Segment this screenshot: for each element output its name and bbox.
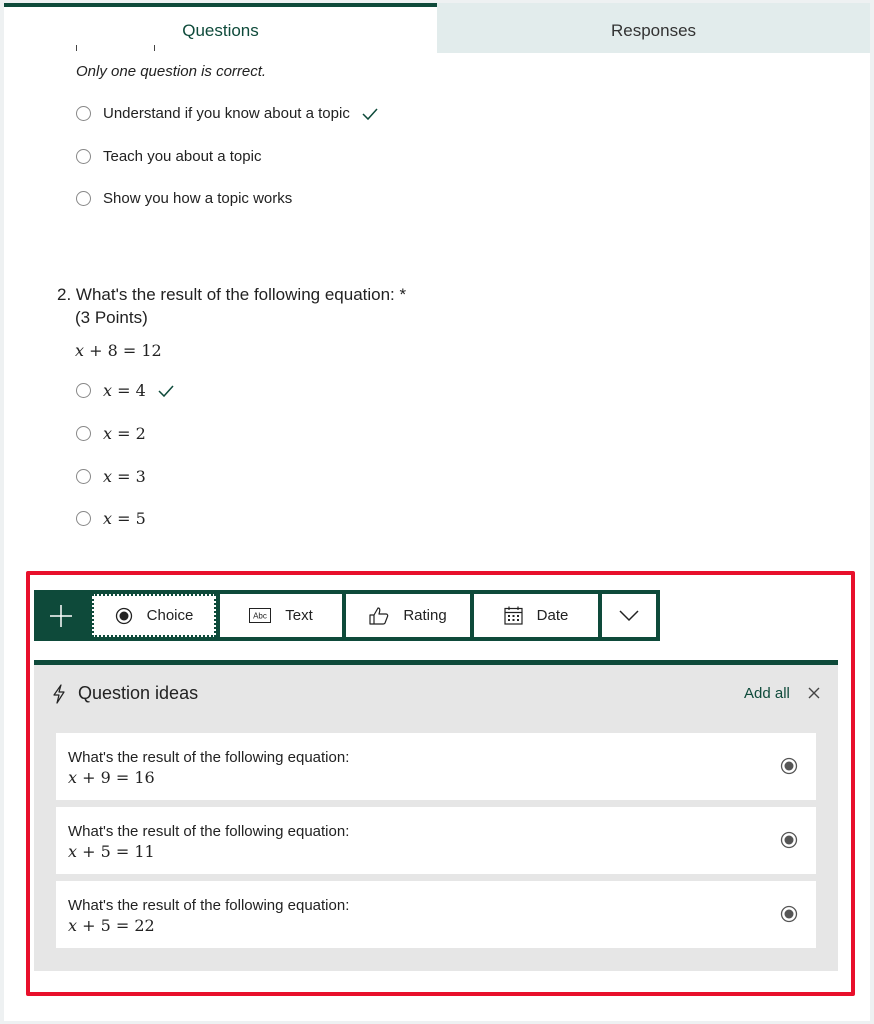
option-label: x = 2 [103, 424, 146, 443]
lightning-icon [52, 684, 66, 704]
chevron-down-icon [619, 610, 639, 622]
add-question-toolbar [34, 590, 660, 641]
option-label: x = 3 [103, 467, 146, 486]
idea-equation: x + 5 = 22 [68, 916, 155, 935]
idea-text: What's the result of the following equation: [68, 823, 350, 840]
radio-button[interactable] [76, 191, 91, 206]
radio-button[interactable] [76, 469, 91, 484]
option-label: Teach you about a topic [103, 148, 262, 165]
svg-text:Abc: Abc [253, 611, 268, 621]
idea-card[interactable] [56, 881, 816, 948]
idea-card[interactable] [56, 807, 816, 874]
thumbs-up-icon [369, 607, 389, 625]
choice-label: Choice [146, 607, 194, 624]
question-2-title: 2. What's the result of the following equation: * [57, 285, 407, 304]
question-2-points: (3 Points) [75, 308, 148, 327]
add-idea-radio-icon[interactable] [780, 831, 798, 849]
radio-button[interactable] [76, 426, 91, 441]
option-label: Show you how a topic works [103, 190, 293, 207]
add-new-button[interactable] [34, 590, 88, 641]
ideas-title: Question ideas [78, 683, 199, 703]
add-idea-radio-icon[interactable] [780, 757, 798, 775]
text-field-icon [249, 608, 271, 623]
idea-equation: x + 9 = 16 [68, 768, 155, 787]
question-1-note: Only one question is correct. [76, 63, 267, 80]
tab-responses[interactable]: Responses [437, 3, 870, 53]
text-label: Text [285, 607, 313, 624]
rating-button[interactable] [346, 594, 470, 637]
option-label: Understand if you know about a topic [103, 105, 350, 122]
radio-button[interactable] [76, 383, 91, 398]
radio-button[interactable] [76, 149, 91, 164]
close-icon[interactable] [806, 685, 822, 701]
question-ideas-panel [34, 665, 838, 971]
idea-text: What's the result of the following equation: [68, 749, 350, 766]
date-label: Date [536, 607, 569, 624]
option-label: x = 5 [103, 509, 146, 528]
text-button[interactable] [220, 594, 342, 637]
add-idea-radio-icon[interactable] [780, 905, 798, 923]
radio-button[interactable] [76, 511, 91, 526]
q2-option-2[interactable] [76, 424, 146, 443]
q1-option-3[interactable] [76, 190, 292, 207]
q2-option-3[interactable] [76, 467, 146, 486]
radio-button[interactable] [76, 106, 91, 121]
plus-icon [49, 604, 73, 628]
idea-equation: x + 5 = 11 [68, 842, 155, 861]
option-label: x = 4 [103, 381, 146, 400]
rating-label: Rating [403, 607, 447, 624]
truncated-points-label [76, 43, 156, 51]
correct-check-icon [362, 107, 378, 121]
calendar-icon [504, 606, 523, 625]
idea-card[interactable] [56, 733, 816, 800]
choice-button[interactable] [92, 594, 216, 637]
q2-option-4[interactable] [76, 509, 146, 528]
more-types-button[interactable] [602, 594, 656, 637]
tab-questions[interactable]: Questions [4, 3, 437, 53]
correct-check-icon [158, 384, 174, 398]
ideas-header [52, 683, 198, 704]
question-2-equation: x + 8 = 12 [75, 341, 162, 360]
add-all-link[interactable]: Add all [744, 685, 790, 702]
idea-text: What's the result of the following equation: [68, 897, 350, 914]
radio-choice-icon [115, 607, 133, 625]
q1-option-1[interactable] [76, 105, 378, 122]
q1-option-2[interactable] [76, 148, 261, 165]
q2-option-1[interactable] [76, 381, 174, 400]
date-button[interactable] [474, 594, 598, 637]
